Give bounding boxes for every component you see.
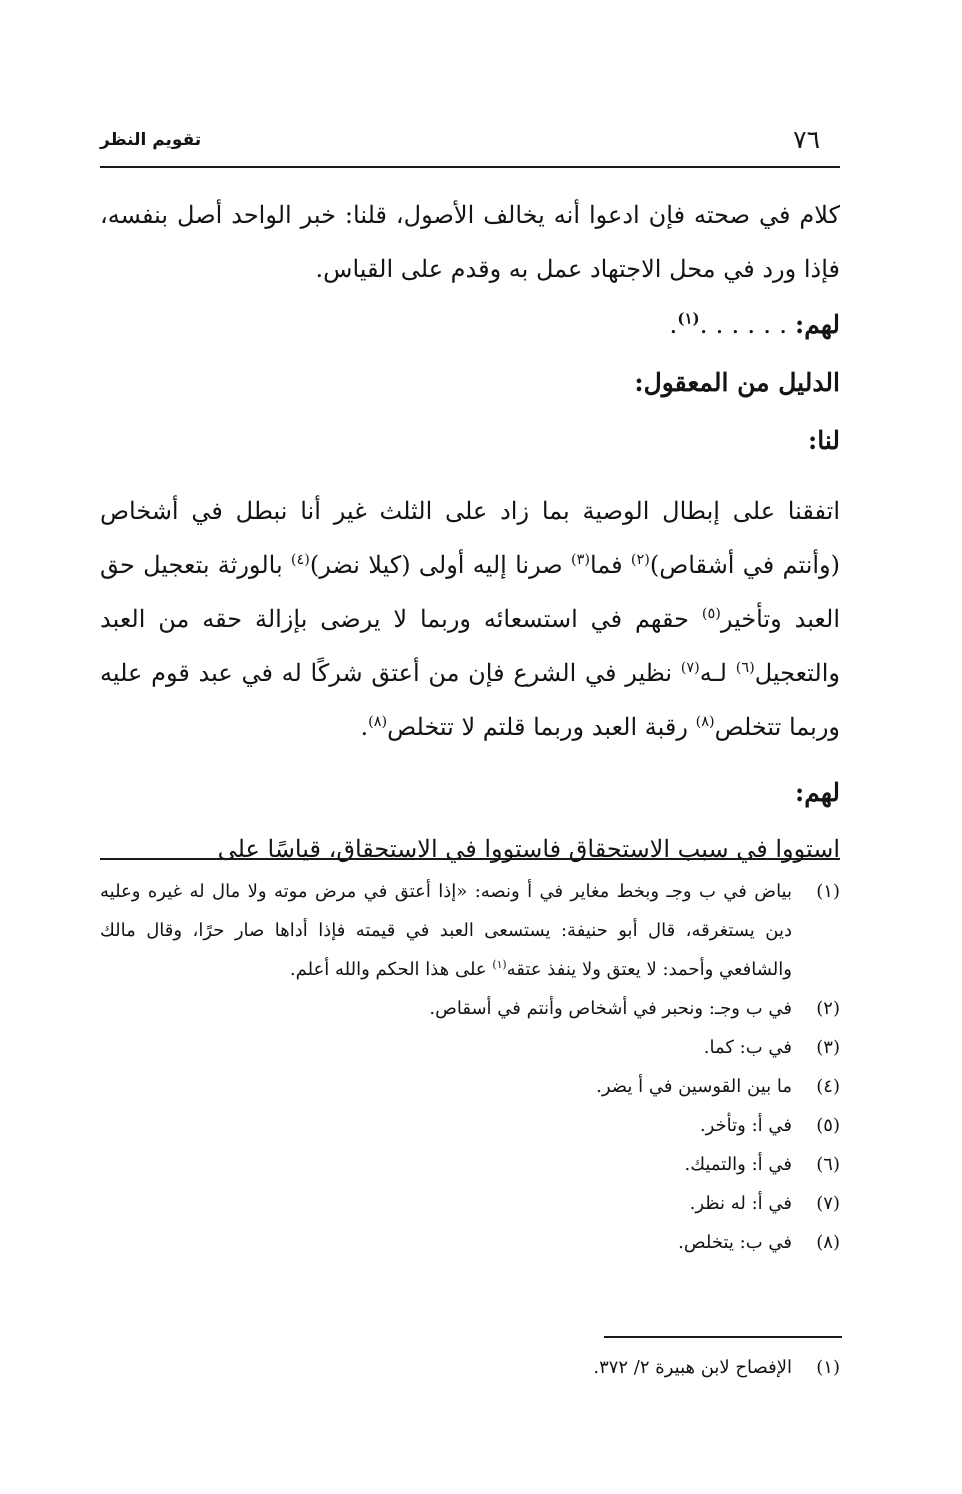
footnote-item bbox=[100, 1145, 840, 1184]
paragraph-2-text: صرنا إليه أولى (كيلا نضر) bbox=[309, 551, 571, 579]
footnote-item bbox=[100, 1067, 840, 1106]
footnote-text bbox=[100, 872, 792, 989]
footnote-item bbox=[100, 989, 840, 1028]
footnote-item bbox=[100, 1184, 840, 1223]
footnote-ref: (١) bbox=[492, 958, 507, 971]
footnote-number: (٧) bbox=[816, 1193, 840, 1214]
subfootnote-rule bbox=[604, 1336, 842, 1338]
subfootnote bbox=[100, 1348, 840, 1387]
main-text bbox=[100, 188, 840, 876]
running-title: تقويم النظر bbox=[100, 130, 202, 150]
footnote-text-part: بياض في ب وجـ وبخط مغاير في أ ونصه: «إذا أعتق في مرض موته ولا مال له غيره وعليه دين يستغرقه، قال أبو حنيفة: يستسعى العبد في قيمته فإذا أداها صار حرًا، وقال مالك والشافعي وأحمد: لا يعتق ولا ينفذ عتقه bbox=[100, 881, 792, 980]
footnote-number: (٢) bbox=[816, 998, 840, 1019]
footnote-number: (٨) bbox=[816, 1232, 840, 1253]
footnote-ref: (٥) bbox=[701, 606, 721, 622]
footnote-ref: (٨) bbox=[695, 714, 715, 730]
footnote-ref: (٤) bbox=[290, 552, 310, 568]
heading-lahum-1-label: لهم: bbox=[794, 310, 840, 339]
paragraph-2-text: فما bbox=[589, 551, 631, 579]
heading-lahum-1 bbox=[100, 296, 840, 354]
footnote-ref: (٣) bbox=[570, 552, 590, 568]
paragraph-2-text: بالورثة بتعجيل حق العبد وتأخير bbox=[100, 551, 840, 633]
heading-lahum-2: لهم: bbox=[794, 778, 840, 807]
footnote-ref: (٢) bbox=[630, 552, 650, 568]
footnotes bbox=[100, 872, 840, 1262]
footnote-item bbox=[100, 1106, 840, 1145]
footnote-ref: (٧) bbox=[680, 660, 700, 676]
paragraph-2-text: نظير في الشرع فإن من أعتق شركًا له في عبد قوم عليه وربما تتخلص bbox=[100, 659, 840, 741]
heading-dalil-maqul: الدليل من المعقول: bbox=[634, 368, 840, 397]
paragraph-2-text: رقبة العبد وربما قلتم لا تتخلص bbox=[387, 713, 696, 741]
footnote-ref: (١) bbox=[677, 309, 700, 328]
footnote-text: في ب: يتخلص. bbox=[678, 1232, 792, 1253]
footnote-item bbox=[100, 1028, 840, 1067]
footnote-text: في ب وجـ: ونحبر في أشخاص وأنتم في أسقاص. bbox=[429, 998, 792, 1019]
heading-lahum-1-end: . bbox=[669, 310, 678, 339]
footnote-number: (٤) bbox=[816, 1076, 840, 1097]
page-header bbox=[100, 120, 820, 160]
footnote-number: (١) bbox=[816, 881, 840, 902]
footnote-ref: (٨) bbox=[368, 714, 388, 730]
footnote-number: (٥) bbox=[816, 1115, 840, 1136]
paragraph-3: استووا في سبب الاستحقاق فاستووا في الاستحقاق، قياسًا على bbox=[217, 835, 840, 863]
subfootnote-text: الإفصاح لابن هبيرة ٢/ ٣٧٢. bbox=[593, 1357, 792, 1378]
paragraph-2-text: اتفقنا على إبطال الوصية بما زاد على الثلث غير أنا نبطل في أشخاص (وأنتم في أشقاص) bbox=[100, 497, 840, 579]
page-number: ٧٦ bbox=[793, 125, 820, 154]
paragraph-1: كلام في صحته فإن ادعوا أنه يخالف الأصول، قلنا: خبر الواحد أصل بنفسه، فإذا ورد في محل الاجتهاد عمل به وقدم على القياس. bbox=[100, 201, 840, 283]
footnote-text: في أ: وتأخر. bbox=[699, 1115, 792, 1136]
footnote-text: في أ: والتميك. bbox=[684, 1154, 792, 1175]
footnote-text: في أ: له نظر. bbox=[689, 1193, 792, 1214]
footnote-item bbox=[100, 872, 840, 989]
paragraph-2 bbox=[100, 484, 840, 754]
footnote-text: ما بين القوسين في أ يضر. bbox=[596, 1076, 792, 1097]
footnote-rule bbox=[100, 858, 840, 860]
paragraph-2-text: . bbox=[360, 713, 369, 741]
footnote-item bbox=[100, 1223, 840, 1262]
subfootnote-number: (١) bbox=[816, 1357, 840, 1378]
omission-dots: . . . . . . bbox=[699, 310, 795, 339]
header-rule bbox=[100, 166, 840, 168]
heading-lana: لنا: bbox=[807, 426, 840, 455]
footnote-text-part: على هذا الحكم والله أعلم. bbox=[289, 959, 493, 980]
footnote-ref: (٦) bbox=[735, 660, 755, 676]
footnote-number: (٦) bbox=[816, 1154, 840, 1175]
footnote-number: (٣) bbox=[816, 1037, 840, 1058]
paragraph-2-text: لـه bbox=[699, 659, 736, 687]
paragraph-2-text: حقهم في استسعائه وربما لا يرضى بإزالة حقه من العبد والتعجيل bbox=[100, 605, 840, 687]
footnote-text: في ب: كما. bbox=[703, 1037, 792, 1058]
